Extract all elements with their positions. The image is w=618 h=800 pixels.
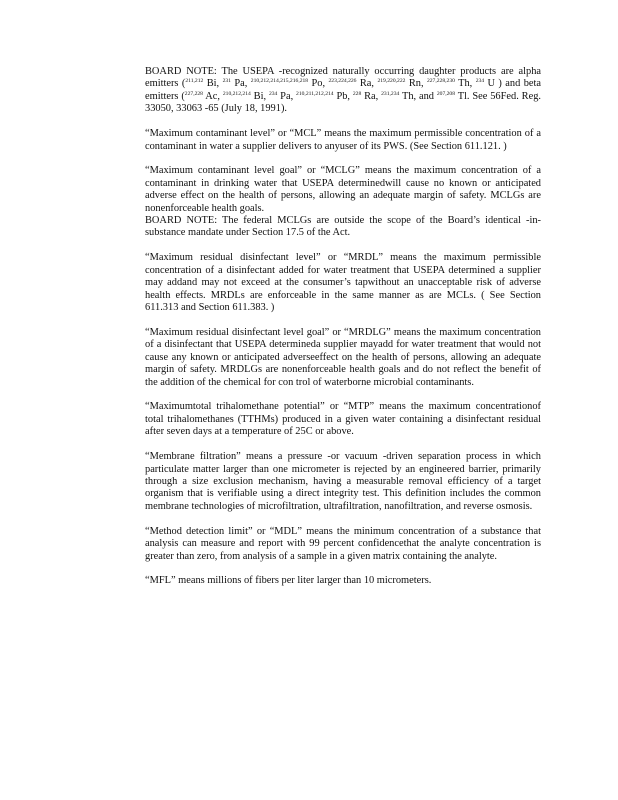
paragraph-text: “Membrane filtration” means a pressure -or vacuum -driven separation process in which particulate matter larger than one micrometer is rejected by an engineered barrier, primarily through a size exclusion mechanism, having a measurable removal efficiency of a target organism that is verifiable using a direct integrity test. This definition includes the common membrane technologies of microfiltration, ultrafiltration, nanofiltration, and reverse osmosis. [145, 451, 541, 512]
isotope-superscript: 223,224,226 [328, 78, 357, 85]
paragraph-text: “Maximum residual disinfectant level goal” or “MRDLG” means the maximum concentration of a disinfectant that USEPA determineda supplier mayadd for water treatment that would not cause any known or anticipated adverseeffect on the health of persons, allowing an adequate margin of safety. MRDLGs are nonenforceable health goals and do not reflect the benefit of the addition of the chemical for con trol of waterborne microbial contaminants. [145, 326, 541, 388]
paragraph-mfl [145, 575, 541, 587]
paragraph-mdl [145, 526, 541, 563]
paragraph-board-note-2 [145, 215, 541, 240]
paragraph-text: Th, and [399, 90, 437, 102]
isotope-superscript: 228 [352, 90, 362, 97]
isotope-superscript: 234 [268, 90, 278, 97]
paragraph-text: “Maximum contaminant level” or “MCL” means the maximum permissible concentration of a contaminant in water a supplier delivers to anyuser of its PWS. (See Section 611.121. ) [145, 128, 541, 152]
isotope-superscript: 219,220,222 [377, 78, 406, 85]
paragraph-mcl [145, 128, 541, 153]
isotope-superscript: 211,212 [185, 78, 204, 85]
paragraph-text: “MFL” means millions of fibers per liter larger than 10 micrometers. [145, 575, 432, 587]
paragraph-text: Th, [454, 78, 476, 90]
isotope-superscript: 231 [222, 78, 231, 85]
isotope-superscript: 227,228,230 [426, 78, 455, 85]
paragraph-text: Tl. See 56Fed. Reg. 33050, 33063 -65 (July 18, 1991). [145, 90, 542, 115]
paragraph-text: Rn, [405, 78, 427, 90]
paragraph-text: Pa, [230, 78, 251, 90]
paragraph-board-note-1 [145, 66, 541, 116]
paragraph-mtp [145, 401, 541, 438]
paragraph-text: Pa, [277, 90, 297, 102]
paragraph-text: “Maximum contaminant level goal” or “MCLG” means the maximum concentration of a contaminant in drinking water that USEPA determinedwill cause no known or anticipated adverse effect on the health of persons, allowing an adequate margin of safety. MCLGs are nonenforceable health goals. [145, 165, 541, 214]
paragraph-text: “Maximum residual disinfectant level” or “MRDL” means the maximum permissible concentration of a disinfectant added for water treatment that USEPA determined a supplier may addand may not exceed at the consumer’s tapwithout an unacceptable risk of adverse health effects. MRDLs are enforceable in the same manner as are MCLs. ( See Section 611.313 and Section 611.383. ) [145, 252, 541, 313]
paragraph-text: Pb, [333, 90, 353, 102]
isotope-superscript: 210,212,214 [222, 90, 251, 97]
paragraph-mrdl [145, 252, 541, 314]
paragraph-text: BOARD NOTE: The USEPA -recognized naturally occurring daughter products are alpha emitters ( [145, 66, 541, 90]
paragraph-text: “Maximumtotal trihalomethane potential” or “MTP” means the maximum concentrationof total trihalomethanes (TTHMs) produced in a given water containing a disinfectant residual after seven days at a temperature of 25C or above. [145, 401, 541, 438]
paragraph-text: BOARD NOTE: The federal MCLGs are outside the scope of the Board’s identical -in-substance mandate under Section 17.5 of the Act. [145, 215, 541, 239]
paragraph-text: Ac, [202, 90, 223, 102]
isotope-superscript: 231,234 [381, 90, 400, 97]
paragraph-mclg [145, 165, 541, 215]
document-page [145, 66, 541, 600]
isotope-superscript: 234 [475, 78, 485, 85]
isotope-superscript: 207,208 [436, 90, 456, 97]
paragraph-text: U ) and beta emitters ( [145, 78, 541, 102]
paragraph-text: Ra, [361, 90, 382, 102]
isotope-superscript: 210,211,212,214 [296, 90, 334, 97]
paragraph-text: Bi, [203, 78, 223, 90]
paragraph-text: Po, [308, 78, 329, 90]
isotope-superscript: 227,228 [184, 90, 203, 97]
paragraph-text: “Method detection limit” or “MDL” means the minimum concentration of a substance that analysis can measure and report with 99 percent confidencethat the analyte concentration is greater than zero, from analysis of a sample in a given matrix containing the analyte. [145, 525, 541, 562]
paragraph-mrdlg [145, 327, 541, 389]
paragraph-text: Ra, [356, 78, 378, 90]
paragraph-text: Bi, [250, 90, 269, 102]
isotope-superscript: 210,212,214,215,216,218 [250, 78, 309, 85]
paragraph-membrane-filtration [145, 451, 541, 513]
